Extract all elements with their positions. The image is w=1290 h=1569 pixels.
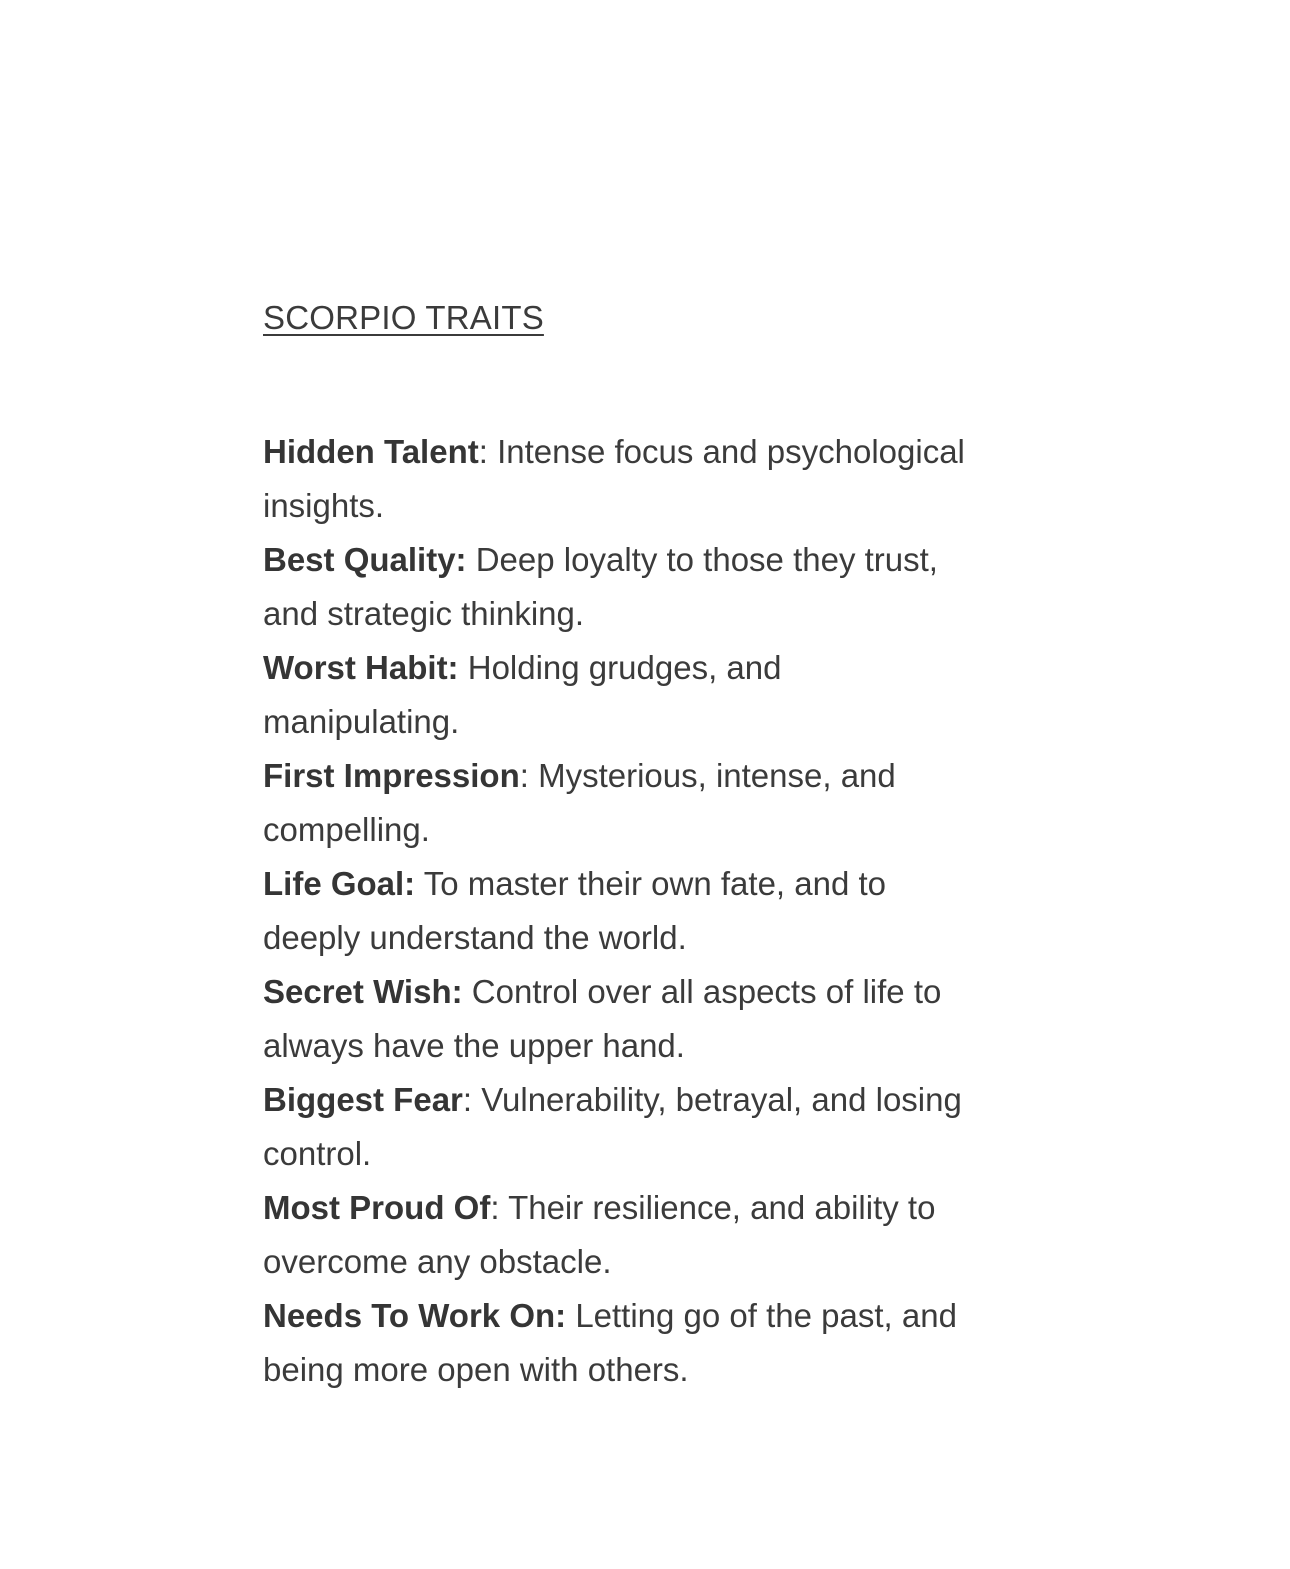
- trait-text: Vulnerability, betrayal, and losing control.: [263, 1081, 962, 1172]
- trait-secret-wish: [263, 965, 973, 1073]
- trait-best-quality: [263, 533, 973, 641]
- trait-label: First Impression: [263, 757, 520, 794]
- trait-label: Needs To Work On:: [263, 1297, 567, 1334]
- trait-label: Worst Habit:: [263, 649, 459, 686]
- trait-separator: :: [462, 1081, 482, 1118]
- trait-label: Biggest Fear: [263, 1081, 463, 1118]
- trait-hidden-talent: [263, 425, 973, 533]
- page-title: SCORPIO TRAITS: [263, 299, 544, 336]
- trait-text: Letting go of the past, and being more open with others.: [263, 1297, 957, 1388]
- trait-separator: [463, 973, 472, 1010]
- trait-text: Their resilience, and ability to overcome any obstacle.: [263, 1189, 936, 1280]
- trait-label: Secret Wish:: [263, 973, 463, 1010]
- trait-worst-habit: [263, 641, 973, 749]
- trait-text: Deep loyalty to those they trust, and strategic thinking.: [263, 541, 938, 632]
- trait-most-proud-of: [263, 1181, 973, 1289]
- trait-text: To master their own fate, and to deeply understand the world.: [263, 865, 887, 956]
- trait-label: Most Proud Of: [263, 1189, 491, 1226]
- trait-needs-to-work-on: [263, 1289, 973, 1397]
- trait-separator: :: [478, 433, 498, 470]
- trait-text: Intense focus and psychological insights.: [263, 433, 965, 524]
- trait-separator: :: [519, 757, 539, 794]
- trait-label: Life Goal:: [263, 865, 416, 902]
- trait-text: Holding grudges, and manipulating.: [263, 649, 782, 740]
- trait-life-goal: [263, 857, 973, 965]
- trait-separator: [459, 649, 468, 686]
- trait-biggest-fear: [263, 1073, 973, 1181]
- document-body: [263, 294, 973, 1397]
- trait-separator: :: [490, 1189, 509, 1226]
- traits-list: [263, 425, 973, 1397]
- trait-separator: [566, 1297, 575, 1334]
- trait-label: Best Quality:: [263, 541, 467, 578]
- trait-text: Control over all aspects of life to always have the upper hand.: [263, 973, 942, 1064]
- trait-text: Mysterious, intense, and compelling.: [263, 757, 896, 848]
- trait-first-impression: [263, 749, 973, 857]
- trait-separator: [467, 541, 476, 578]
- trait-separator: [415, 865, 424, 902]
- trait-label: Hidden Talent: [263, 433, 479, 470]
